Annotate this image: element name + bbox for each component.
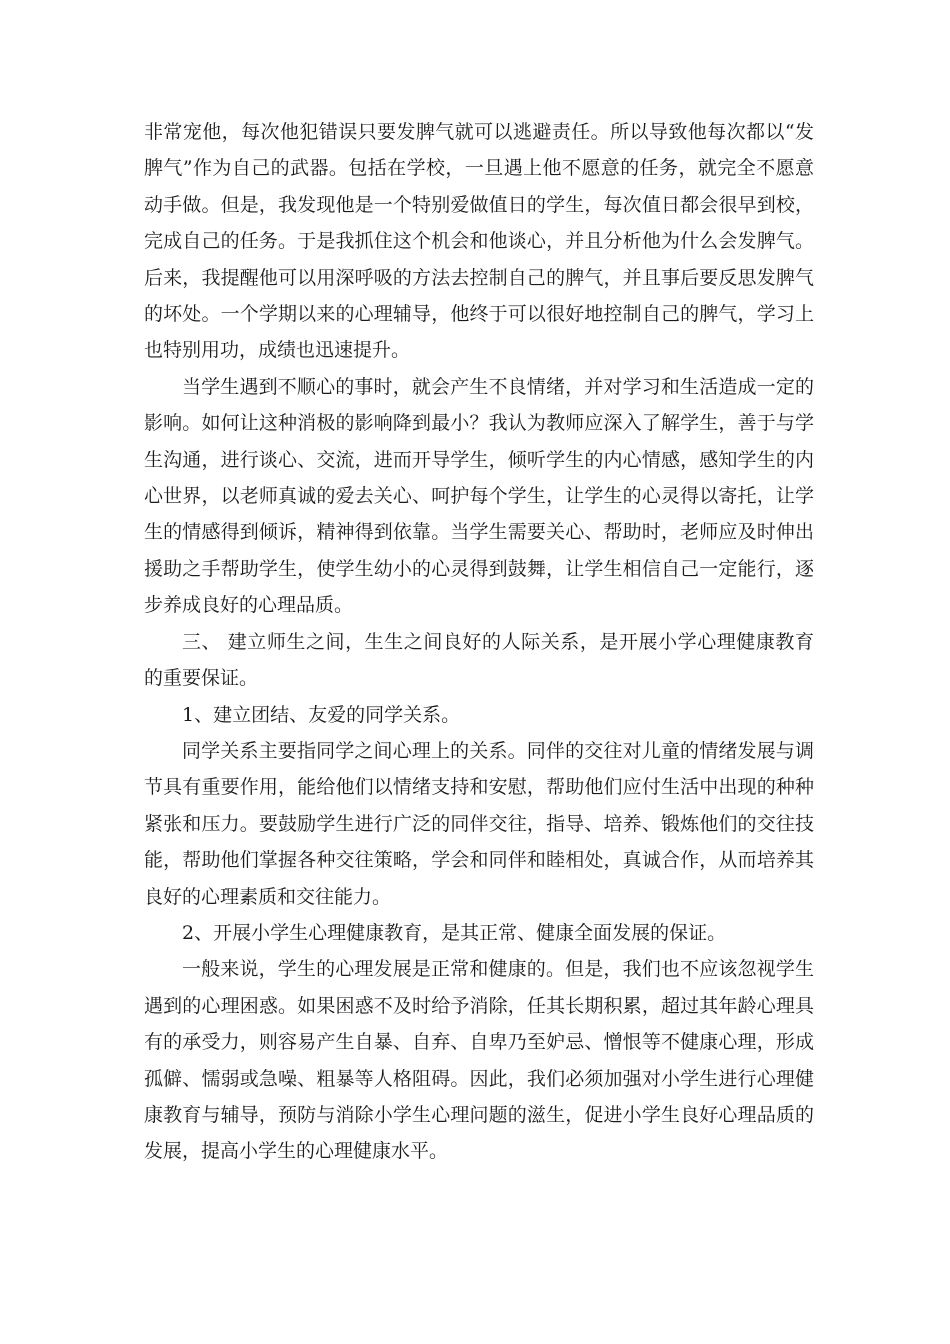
paragraph-4: 一般来说，学生的心理发展是正常和健康的。但是，我们也不应该忽视学生遇到的心理困惑。如果困惑不及时给予消除，任其长期积累，超过其年龄心理具有的承受力，则容易产生自暴、自弃、自卑乃至妒忌、憎恨等不健康心理，形成孤僻、懦弱或急噪、粗暴等人格阻碍。因此，我们必须加强对小学生进行心理健康教育与辅导，预防与消除小学生心理问题的滋生，促进小学生良好心理品质的发展，提高小学生的心理健康水平。 [144, 958, 814, 1163]
paragraph-1: 非常宠他，每次他犯错误只要发脾气就可以逃避责任。所以导致他每次都以“发脾气”作为自己的武器。包括在学校，一旦遇上他不愿意的任务，就完全不愿意动手做。但是，我发现他是一个特别爱做值日的学生，每次值日都会很早到校，完成自己的任务。于是我抓住这个机会和他谈心，并且分析他为什么会发脾气。后来，我提醒他可以用深呼吸的方法去控制自己的脾气，并且事后要反思发脾气的坏处。一个学期以来的心理辅导，他终于可以很好地控制自己的脾气，学习上也特别用功，成绩也迅速提升。 [144, 121, 814, 362]
paragraph-3: 同学关系主要指同学之间心理上的关系。同伴的交往对儿童的情绪发展与调节具有重要作用，能给他们以情绪支持和安慰，帮助他们应付生活中出现的种种紧张和压力。要鼓励学生进行广泛的同伴交往，指导、培养、锻炼他们的交往技能，帮助他们掌握各种交往策略，学会和同伴和睦相处，真诚合作，从而培养其良好的心理素质和交往能力。 [144, 739, 814, 908]
document-page [144, 114, 814, 1170]
subheading-1: 1、建立团结、友爱的同学关系。 [182, 703, 461, 726]
section-heading-3: 三、 建立师生之间，生生之间良好的人际关系，是开展小学心理健康教育的重要保证。 [144, 630, 814, 690]
paragraph-2: 当学生遇到不顺心的事时，就会产生不良情绪，并对学习和生活造成一定的影响。如何让这种消极的影响降到最小？我认为教师应深入了解学生，善于与学生沟通，进行谈心、交流，进而开导学生，倾听学生的内心情感，感知学生的内心世界，以老师真诚的爱去关心、呵护每个学生，让学生的心灵得以寄托，让学生的情感得到倾诉，精神得到依靠。当学生需要关心、帮助时，老师应及时伸出援助之手帮助学生，使学生幼小的心灵得到鼓舞，让学生相信自己一定能行，逐步养成良好的心理品质。 [144, 375, 814, 617]
subheading-2: 2、开展小学生心理健康教育，是其正常、健康全面发展的保证。 [182, 921, 727, 944]
